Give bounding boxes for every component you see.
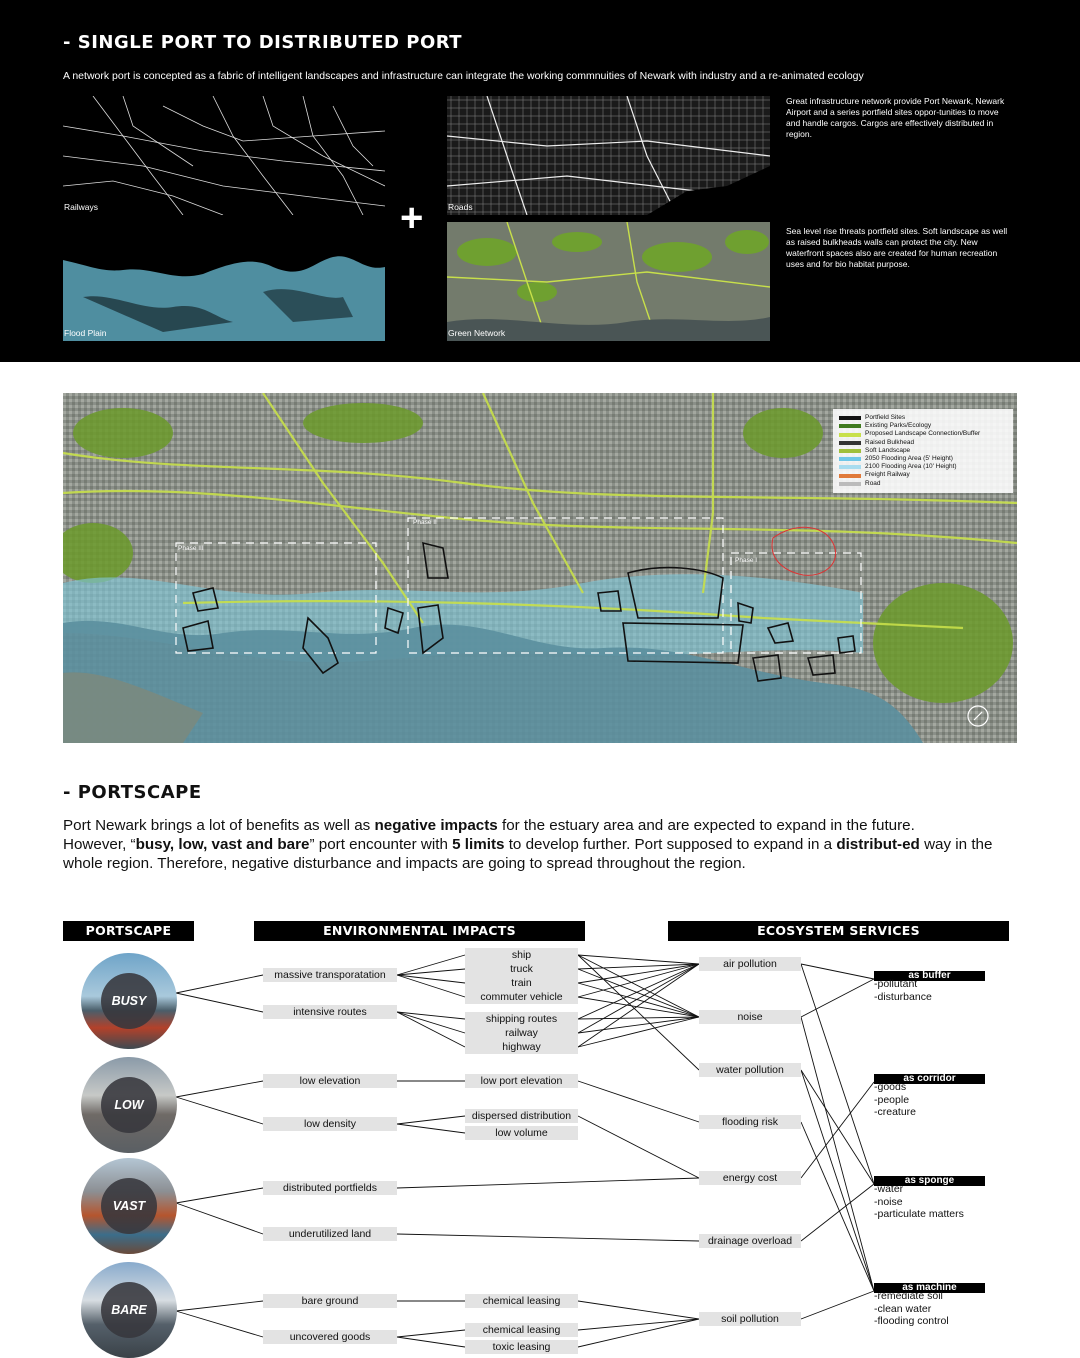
service-heading: as buffer: [874, 971, 985, 981]
connector-line: [578, 955, 699, 964]
portscape-circle-low: [81, 1057, 177, 1153]
header-environmental-impacts: ENVIRONMENTAL IMPACTS: [254, 921, 585, 941]
legend-label: Raised Bulkhead: [865, 438, 915, 446]
connector-line: [578, 1017, 699, 1033]
impact-detail-node: toxic leasing: [465, 1340, 578, 1354]
service-item: -people: [874, 1093, 910, 1106]
connector-line: [801, 1070, 874, 1184]
legend-label: Freight Railway: [865, 471, 910, 479]
impact-source-node: intensive routes: [263, 1005, 397, 1019]
connector-line: [578, 1319, 699, 1347]
connector-line: [801, 964, 874, 1184]
sea-level-note: Sea level rise threats portfield sites. Soft landscape as well as raised bulkheads walls can protect the city. New waterfront spaces also are created for human recreation uses and for bio habitat purpose.: [786, 226, 1008, 269]
section-title-distributed-port: - SINGLE PORT TO DISTRIBUTED PORT: [63, 32, 463, 53]
legend-label: 2100 Flooding Area (10' Height): [865, 463, 957, 471]
connector-line: [176, 1081, 263, 1097]
impact-detail-node: low port elevation: [465, 1074, 578, 1088]
service-item: -goods: [874, 1081, 907, 1093]
service-item: -remediate soil: [874, 1290, 943, 1302]
header-ecosystem-services: ECOSYSTEM SERVICES: [668, 921, 1009, 941]
intro-text: A network port is concepted as a fabric of intelligent landscapes and infrastructure can integrate the working commnuities of Newark with industry and a re-animated ecology: [63, 70, 864, 82]
connector-line: [176, 1301, 263, 1311]
connector-line: [397, 1330, 465, 1337]
green-network-label: Green Network: [448, 328, 506, 338]
legend-label: Proposed Landscape Connection/Buffer: [865, 430, 981, 438]
connector-line: [397, 1337, 465, 1347]
impact-detail-node: train: [465, 976, 578, 990]
service-item-list: [874, 1183, 964, 1221]
connector-line: [176, 1311, 263, 1337]
impact-source-node: low density: [263, 1117, 397, 1131]
impact-detail-node: highway: [465, 1040, 578, 1054]
portscape-circle-busy: [81, 953, 177, 1049]
portscape-label: BARE: [101, 1282, 157, 1338]
service-item: -particulate matters: [874, 1208, 964, 1220]
connector-line: [176, 1188, 263, 1203]
connector-line: [176, 993, 263, 1012]
service-item-list: [874, 1290, 949, 1328]
connector-line: [801, 1122, 874, 1291]
impact-effect-node: noise: [699, 1010, 801, 1024]
railways-label: Railways: [64, 202, 99, 212]
connector-line: [578, 964, 699, 1033]
phase-3-label: Phase III: [178, 545, 204, 552]
impact-detail-node: railway: [465, 1026, 578, 1040]
impact-source-node: distributed portfields: [263, 1181, 397, 1195]
service-item: -flooding control: [874, 1315, 949, 1327]
flood-plain-label: Flood Plain: [64, 328, 107, 338]
phase-2-label: Phase II: [413, 519, 437, 526]
phase-1-label: Phase I: [735, 557, 758, 564]
service-item-list: [874, 1081, 916, 1119]
impact-source-node: low elevation: [263, 1074, 397, 1088]
connector-line: [578, 1081, 699, 1122]
impact-effect-node: flooding risk: [699, 1115, 801, 1129]
impact-source-node: massive transporatation: [263, 968, 397, 982]
connector-line: [578, 1116, 699, 1178]
portscape-circle-vast: [81, 1158, 177, 1254]
impact-effect-node: energy cost: [699, 1171, 801, 1185]
connector-line: [578, 1319, 699, 1330]
text-run-bold: 5 limits: [452, 836, 505, 853]
impact-detail-node: chemical leasing: [465, 1294, 578, 1308]
impact-source-node: underutilized land: [263, 1227, 397, 1241]
text-run: for the estuary area and are expected to expand in the future.: [497, 817, 915, 834]
legend-label: Road: [865, 479, 881, 487]
infrastructure-note: Great infrastructure network provide Port Newark, Newark Airport and a series portfield sites oppor-tunities to move and handle cargos. Cargos are effectively distributed in region.: [786, 96, 1005, 139]
impact-effect-node: drainage overload: [699, 1234, 801, 1248]
connector-line: [397, 1116, 465, 1124]
text-run: way in the whole region. Therefore, negative disturbance and impacts are going to spread throughout the region.: [63, 836, 993, 872]
connector-line: [578, 1017, 699, 1019]
text-run: ” port encounter with: [309, 836, 453, 853]
impact-source-node: bare ground: [263, 1294, 397, 1308]
portscape-circle-bare: [81, 1262, 177, 1358]
legend-label: Soft Landscape: [865, 446, 911, 454]
text-run: Port Newark brings a lot of benefits as well as: [63, 817, 375, 834]
service-item-list: [874, 978, 932, 1003]
impact-detail-node: shipping routes: [465, 1012, 578, 1026]
text-run-bold: negative impacts: [374, 817, 498, 834]
service-item: -pollutant: [874, 978, 918, 990]
impact-effect-node: air pollution: [699, 957, 801, 971]
connector-line: [397, 1124, 465, 1133]
plus-symbol: +: [400, 196, 424, 240]
impact-detail-node: dispersed distribution: [465, 1109, 578, 1123]
connector-line: [801, 1184, 874, 1241]
service-item: -disturbance: [874, 990, 932, 1003]
section-title-portscape: - PORTSCAPE: [63, 782, 202, 803]
service-item: -water: [874, 1183, 904, 1195]
connector-line: [578, 1301, 699, 1319]
text-run: to develop further. Port supposed to expand in a: [504, 836, 837, 853]
service-heading: as machine: [874, 1283, 985, 1293]
connector-line: [176, 975, 263, 993]
impact-effect-node: water pollution: [699, 1063, 801, 1077]
connector-line: [801, 1291, 874, 1319]
impact-detail-node: chemical leasing: [465, 1323, 578, 1337]
impact-effect-node: soil pollution: [699, 1312, 801, 1326]
service-item: -noise: [874, 1195, 903, 1208]
connector-line: [801, 1017, 874, 1291]
legend-label: Portfield Sites: [865, 414, 906, 421]
text-run-bold: busy, low, vast and bare: [135, 836, 310, 853]
impact-detail-node: ship: [465, 948, 578, 962]
connector-line: [176, 1203, 263, 1234]
service-item: -clean water: [874, 1302, 932, 1315]
impact-detail-node: truck: [465, 962, 578, 976]
service-heading: as sponge: [874, 1176, 985, 1186]
legend-label: Existing Parks/Ecology: [865, 422, 932, 430]
impact-detail-node: commuter vehicle: [465, 990, 578, 1004]
impact-detail-node: low volume: [465, 1126, 578, 1140]
connector-line: [801, 1070, 874, 1291]
service-heading: as corridor: [874, 1074, 985, 1084]
portscape-label: BUSY: [101, 973, 157, 1029]
connector-line: [397, 1178, 699, 1188]
portscape-label: LOW: [101, 1077, 157, 1133]
connector-line: [578, 1017, 699, 1047]
connector-line: [397, 975, 465, 983]
service-item: -creature: [874, 1106, 917, 1118]
impact-source-node: uncovered goods: [263, 1330, 397, 1344]
portscape-label: VAST: [101, 1178, 157, 1234]
connector-line: [801, 1082, 874, 1178]
header-portscape: PORTSCAPE: [63, 921, 194, 941]
legend-label: 2050 Flooding Area (5' Height): [865, 455, 953, 463]
connector-line: [397, 1234, 699, 1241]
connector-line: [801, 964, 874, 979]
connector-line: [176, 1097, 263, 1124]
text-run: However, “: [63, 836, 136, 853]
connector-line: [397, 975, 465, 997]
roads-label: Roads: [448, 202, 473, 212]
text-run-bold: distribut-ed: [836, 836, 920, 853]
